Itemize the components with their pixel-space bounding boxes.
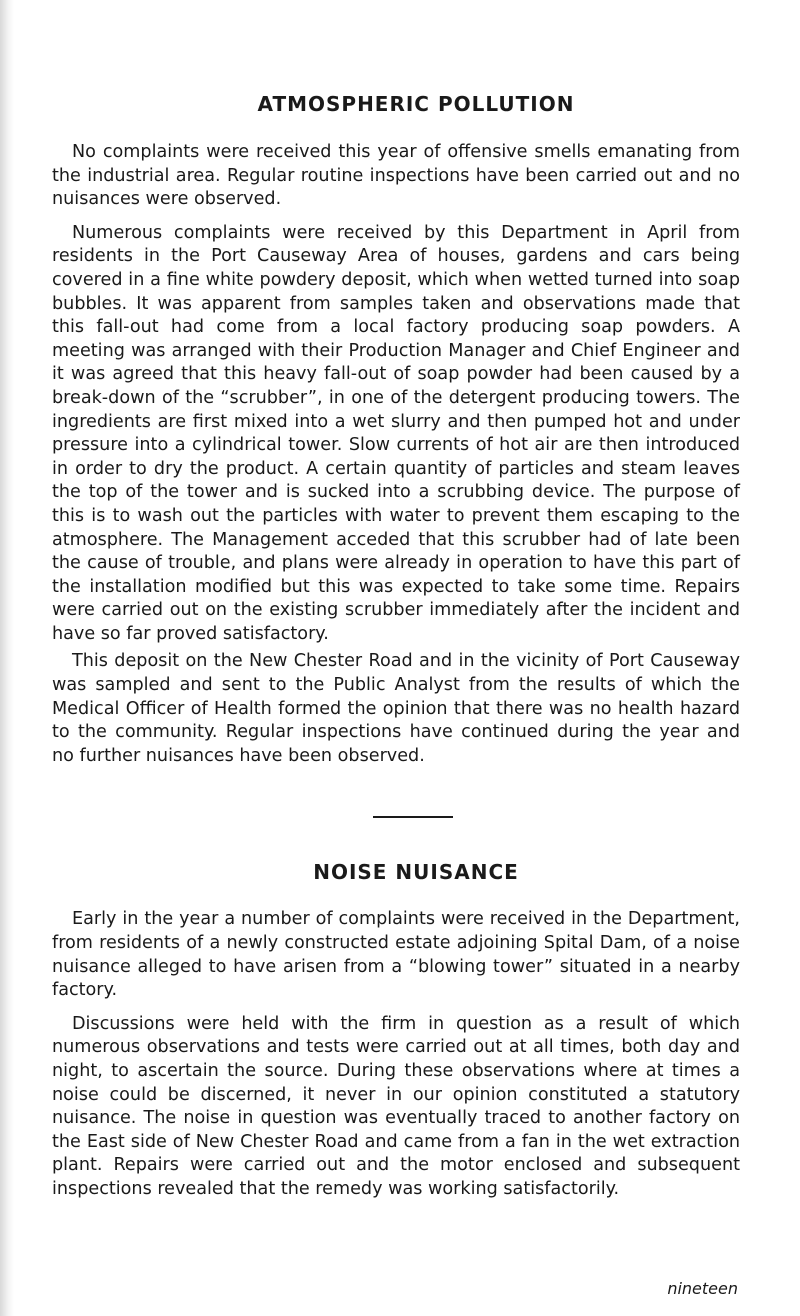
paragraph: This deposit on the New Chester Road and in the vicinity of Port Causeway was sampled and sent to the Public Analyst from the results of which the Medical Officer of Health formed the opinion that there was no health hazard to the community. Regular inspections have continued during the year and no further nuisances have been observed. (52, 651, 740, 766)
paragraph: Discussions were held with the firm in question as a result of which numerous observations and tests were carried out at all times, both day and night, to ascertain the source. During these observations where at times a noise could be discerned, it never in our opinion constituted a statutory nuisance. The noise in question was eventually traced to another factory on the East side of New Chester Road and came from a fan in the wet extraction plant. Repairs were carried out and the motor enclosed and subsequent inspections revealed that the remedy was working satisfactorily. (52, 1013, 740, 1199)
paragraph: Early in the year a number of complaints were received in the Department, from residents of a newly constructed estate adjoining Spital Dam, of a noise nuisance alleged to have arisen from a “blowing tower” situated in a nearby factory. (52, 909, 740, 1001)
paragraph: No complaints were received this year of offensive smells emanating from the industrial area. Regular routine inspections have been carried out and no nuisances were observed. (52, 142, 740, 210)
section-heading-noise-nuisance: NOISE NUISANCE (313, 860, 519, 885)
document-page (52, 92, 740, 1202)
section-heading-atmospheric-pollution: ATMOSPHERIC POLLUTION (257, 92, 575, 116)
page-edge-shadow (0, 0, 14, 1316)
paragraph: Numerous complaints were received by this Department in April from residents in the Port Causeway Area of houses, gardens and cars being covered in a fine white powdery deposit, which when wetted turned into soap bubbles. It was apparent from samples taken and observations made that this fall-out had come from a local factory producing soap powders. A meeting was arranged with their Production Manager and Chief Engineer and it was agreed that this heavy fall-out of soap powder had been caused by a break-down of the “scrubber”, in one of the detergent producing towers. The ingredients are first mixed into a wet slurry and then pumped hot and under pressure into a cylindrical tower. Slow currents of hot air are then introduced in order to dry the product. A certain quantity of particles and steam leaves the top of the tower and is sucked into a scrubbing device. The purpose of this is to wash out the particles with water to prevent them escaping to the atmosphere. The Management acceded that this scrubber had of late been the cause of trouble, and plans were already in operation to have this part of the installation modified but this was expected to take some time. Repairs were carried out on the existing scrubber immediately after the incident and have so far proved satisfactory. (52, 222, 740, 644)
section-divider (373, 816, 453, 818)
page-number: nineteen (667, 1279, 738, 1298)
